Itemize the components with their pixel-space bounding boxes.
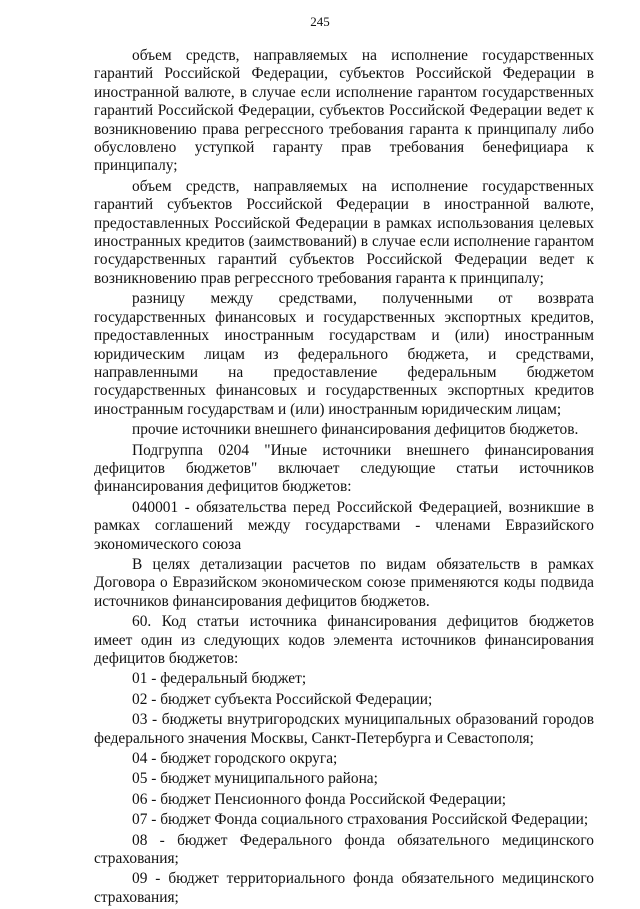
page-number: 245 [310, 14, 330, 29]
list-item-code-03: 03 - бюджеты внутригородских муниципальных образований городов федерального значения Москвы, Санкт-Петербурга и Севастополя; [94, 711, 594, 747]
paragraph-eaeu-detail: В целях детализации расчетов по видам обязательств в рамках Договора о Евразийском экономическом союзе применяются коды подвида источников финансирования дефицитов бюджетов. [94, 555, 594, 610]
paragraph-guarantees-subjects: объем средств, направляемых на исполнение государственных гарантий субъектов Российской Федерации в иностранной валюте, предоставленных Российской Федерации в рамках использования целевых иностранных кредитов (заимствований) в случае если исполнение гарантом государственных гарантий субъектов Российской Федерации ведет к возникновению прав регрессного требования гаранта к принципалу; [94, 177, 594, 287]
list-item-code-07: 07 - бюджет Фонда социального страхования Российской Федерации; [132, 811, 589, 829]
paragraph-guarantees-rf: объем средств, направляемых на исполнение государственных гарантий Российской Федерации, субъектов Российской Федерации в иностранной валюте, в случае если исполнение гарантом государственных гарантий Российской Федерации, субъектов Российской Федерации ведет к возникновению права регрессного требования гаранта к принципалу либо обусловлено уступкой гаранту прав требования бенефициара к принципалу; [94, 47, 594, 175]
document-body [94, 47, 594, 909]
list-item-code-06: 06 - бюджет Пенсионного фонда Российской Федерации; [132, 790, 507, 808]
list-item-code-08: 08 - бюджет Федерального фонда обязательного медицинского страхования; [94, 831, 594, 868]
list-item-code-01: 01 - федеральный бюджет; [132, 670, 307, 688]
paragraph-other-sources: прочие источники внешнего финансирования дефицитов бюджетов. [132, 421, 579, 439]
paragraph-credits-difference: разницу между средствами, полученными от возврата государственных финансовых и государственных экспортных кредитов, предоставленных иностранным государствам и (или) иностранным юридическим лицам из федерального бюджета, и средствами, направленными на предоставление федеральным бюджетом государственных финансовых и государственных экспортных кредитов иностранным государствам и (или) иностранным юридическим лицам; [94, 290, 594, 418]
list-item-code-09: 09 - бюджет территориального фонда обязательного медицинского страхования; [94, 870, 594, 906]
list-item-code-05: 05 - бюджет муниципального района; [132, 770, 378, 788]
paragraph-article-040001: 040001 - обязательства перед Российской Федерацией, возникшие в рамках соглашений между государствами - членами Евразийского экономического союза [94, 498, 594, 553]
paragraph-item-60: 60. Код статьи источника финансирования дефицитов бюджетов имеет один из следующих кодов элемента источников финансирования дефицитов бюджетов: [94, 613, 594, 667]
list-item-code-02: 02 - бюджет субъекта Российской Федерации; [132, 690, 433, 708]
paragraph-subgroup-0204: Подгруппа 0204 "Иные источники внешнего финансирования дефицитов бюджетов" включает следующие статьи источников финансирования дефицитов бюджетов: [94, 441, 594, 496]
list-item-code-04: 04 - бюджет городского округа; [132, 750, 338, 768]
